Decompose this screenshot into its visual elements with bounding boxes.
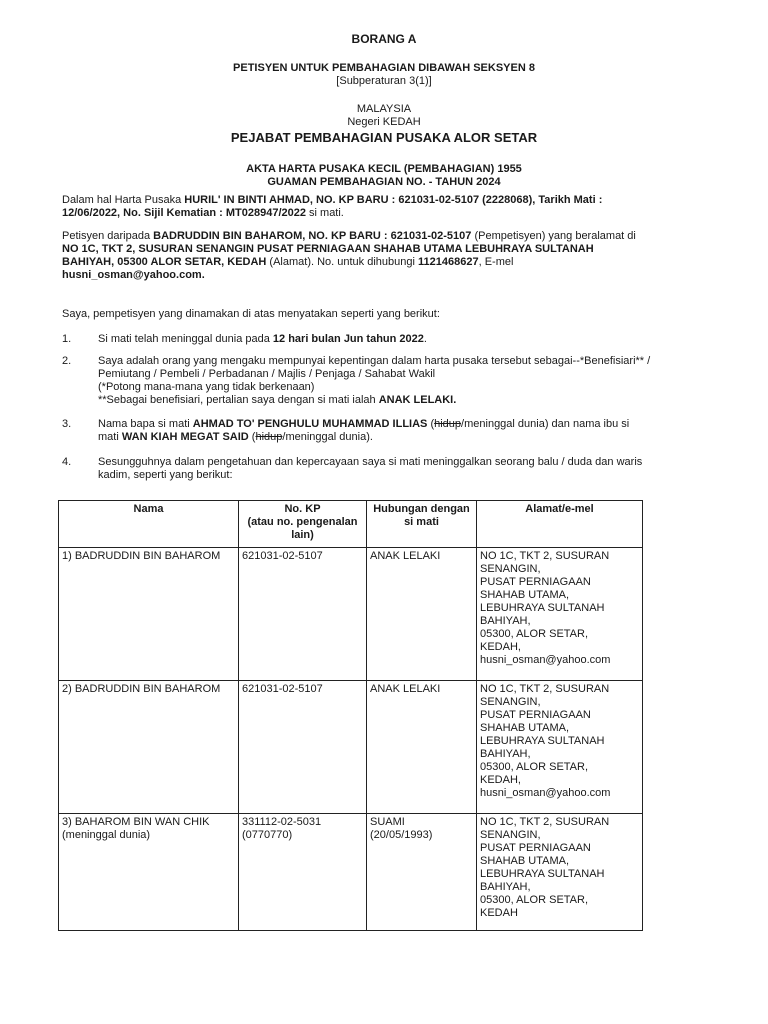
office-title: PEJABAT PEMBAHAGIAN PUSAKA ALOR SETAR (230, 130, 538, 145)
heir-old-id: (0770770) (242, 829, 293, 841)
heir-name: 2) BADRUDDIN BIN BAHAROM (62, 683, 221, 695)
item-3-prefix: Nama bapa si mati (98, 418, 193, 430)
cell-relation (367, 681, 477, 814)
address-line: SHAHAB UTAMA, (480, 722, 570, 734)
header-relation-label: Hubungan dengan si mati (373, 503, 470, 528)
petitioner-name: BADRUDDIN BIN BAHAROM, NO. KP BARU : 621031-02-5107 (153, 230, 472, 242)
address-line: BAHIYAH, (480, 881, 531, 893)
address-line: KEDAH, (480, 774, 521, 786)
item-2-line-2: (*Potong mana-mana yang tidak berkenaan) (98, 381, 315, 393)
heir-status: (meninggal dunia) (62, 829, 151, 841)
cell-kp (239, 681, 367, 814)
item-3 (98, 418, 653, 444)
table-row (59, 814, 643, 931)
header-name-label: Nama (133, 503, 164, 515)
cell-relation (367, 814, 477, 931)
heir-kp: 621031-02-5107 (242, 550, 323, 562)
heirs-table (58, 500, 643, 931)
heir-relation: ANAK LELAKI (370, 683, 441, 695)
table-row (59, 548, 643, 681)
heir-name: 3) BAHAROM BIN WAN CHIK (62, 816, 210, 828)
cell-kp (239, 814, 367, 931)
item-1-prefix: Si mati telah meninggal dunia pada (98, 333, 273, 345)
heir-name: 1) BADRUDDIN BIN BAHAROM (62, 550, 221, 562)
petitioner-email: husni_osman@yahoo.com. (62, 269, 205, 281)
address-line: SHAHAB UTAMA, (480, 855, 570, 867)
heir-kp: 331112-02-5031 (242, 816, 322, 828)
cell-name (59, 548, 239, 681)
item-3-text-d: /meninggal dunia). (282, 431, 373, 443)
address-line: NO 1C, TKT 2, SUSURAN (480, 550, 610, 562)
father-name: AHMAD TO' PENGHULU MUHAMMAD ILLIAS (192, 418, 428, 430)
form-title: BORANG A (351, 32, 417, 46)
address-line: PUSAT PERNIAGAAN (480, 709, 591, 721)
intro-prefix: Dalam hal Harta Pusaka (62, 194, 185, 206)
address-line: SHAHAB UTAMA, (480, 589, 570, 601)
heir-death-date: (20/05/1993) (370, 829, 433, 841)
address-line: KEDAH, (480, 641, 521, 653)
item-3-text-a: ( (427, 418, 435, 430)
item-2 (98, 355, 653, 407)
table-header-row (59, 501, 643, 548)
father-struck-status: hidup (434, 418, 462, 430)
address-line: LEBUHRAYA SULTANAH (480, 868, 605, 880)
item-1 (98, 333, 653, 346)
cell-address (477, 681, 643, 814)
heir-kp: 621031-02-5107 (242, 683, 323, 695)
address-line: PUSAT PERNIAGAAN (480, 842, 591, 854)
petitioner-address: NO 1C, TKT 2, SUSURAN SENANGIN PUSAT PERNIAGAAN SHAHAB UTAMA LEBUHRAYA SULTANAH BAHIYAH, 05300 ALOR SETAR, KEDAH (62, 243, 594, 268)
address-line: LEBUHRAYA SULTANAH (480, 735, 605, 747)
statement: Saya, pempetisyen yang dinamakan di atas menyatakan seperti yang berikut: (62, 308, 440, 320)
item-4: Sesungguhnya dalam pengetahuan dan kepercayaan saya si mati meninggalkan seorang balu / duda dan waris kadim, seperti yang berikut: (98, 456, 643, 481)
header-name (59, 501, 239, 548)
intro-suffix: si mati. (305, 207, 344, 219)
item-2-number: 2. (62, 355, 72, 367)
state: Negeri KEDAH (347, 116, 421, 128)
cell-relation (367, 548, 477, 681)
petitioner-phone: 1121468627 (418, 256, 479, 268)
petition-title: PETISYEN UNTUK PEMBAHAGIAN DIBAWAH SEKSYEN 8 (233, 62, 535, 74)
petitioner-prefix: Petisyen daripada (62, 230, 154, 242)
address-line: SENANGIN, (480, 696, 541, 708)
cell-name (59, 681, 239, 814)
item-1-number: 1. (62, 333, 72, 345)
petitioner-middle: (Pempetisyen) yang beralamat di (471, 230, 636, 242)
header-address (477, 501, 643, 548)
mother-struck-status: hidup (255, 431, 283, 443)
header-kp-label: No. KP (284, 503, 321, 515)
address-email: husni_osman@yahoo.com (480, 654, 611, 666)
item-4-number: 4. (62, 456, 72, 468)
cell-address (477, 548, 643, 681)
header-address-label: Alamat/e-mel (525, 503, 594, 515)
subregulation: [Subperaturan 3(1)] (336, 75, 432, 87)
petitioner-relation: ANAK LELAKI. (378, 394, 457, 406)
cell-kp (239, 548, 367, 681)
death-date: 12 hari bulan Jun tahun 2022 (272, 333, 424, 345)
header-kp-sub: (atau no. pengenalan lain) (247, 516, 358, 541)
case-number: GUAMAN PEMBAHAGIAN NO. - TAHUN 2024 (267, 176, 501, 188)
email-prefix: , E-mel (478, 256, 514, 268)
address-email: husni_osman@yahoo.com (480, 787, 611, 799)
item-3-number: 3. (62, 418, 72, 430)
country: MALAYSIA (356, 103, 412, 115)
table-row (59, 681, 643, 814)
item-2-line-3: **Sebagai benefisiari, pertalian saya dengan si mati ialah (98, 394, 379, 406)
intro-paragraph (62, 194, 647, 220)
heir-relation: ANAK LELAKI (370, 550, 441, 562)
header-kp (239, 501, 367, 548)
contact-prefix: (Alamat). No. untuk dihubungi (266, 256, 418, 268)
address-line: LEBUHRAYA SULTANAH (480, 602, 605, 614)
act-title: AKTA HARTA PUSAKA KECIL (PEMBAHAGIAN) 1955 (246, 163, 522, 175)
petitioner-paragraph (62, 230, 647, 282)
address-line: BAHIYAH, (480, 615, 531, 627)
cell-name (59, 814, 239, 931)
cell-address (477, 814, 643, 931)
item-3-text-c: ( (248, 431, 256, 443)
item-3-text-b: /meninggal dunia) dan nama ibu si mati (98, 418, 630, 443)
address-line: 05300, ALOR SETAR, (480, 761, 589, 773)
address-line: PUSAT PERNIAGAAN (480, 576, 591, 588)
address-line: 05300, ALOR SETAR, (480, 894, 589, 906)
deceased-details: HURIL' IN BINTI AHMAD, NO. KP BARU : 621031-02-5107 (2228068), Tarikh Mati : 12/06/2022, No. Sijil Kematian : MT028947/2022 (62, 194, 603, 219)
address-line: 05300, ALOR SETAR, (480, 628, 589, 640)
address-line: KEDAH (480, 907, 518, 919)
address-line: SENANGIN, (480, 563, 541, 575)
item-1-suffix: . (423, 333, 427, 345)
address-line: BAHIYAH, (480, 748, 531, 760)
address-line: NO 1C, TKT 2, SUSURAN (480, 683, 610, 695)
address-line: SENANGIN, (480, 829, 541, 841)
address-line: NO 1C, TKT 2, SUSURAN (480, 816, 610, 828)
mother-name: WAN KIAH MEGAT SAID (121, 431, 249, 443)
heir-relation: SUAMI (370, 816, 405, 828)
item-2-line-1: Saya adalah orang yang mengaku mempunyai kepentingan dalam harta pusaka tersebut sebagai--*Benefisiari** / Pemiutang / Pembeli / Perbadanan / Majlis / Penjaga / Sahabat Wakil (98, 355, 651, 380)
header-relation (367, 501, 477, 548)
